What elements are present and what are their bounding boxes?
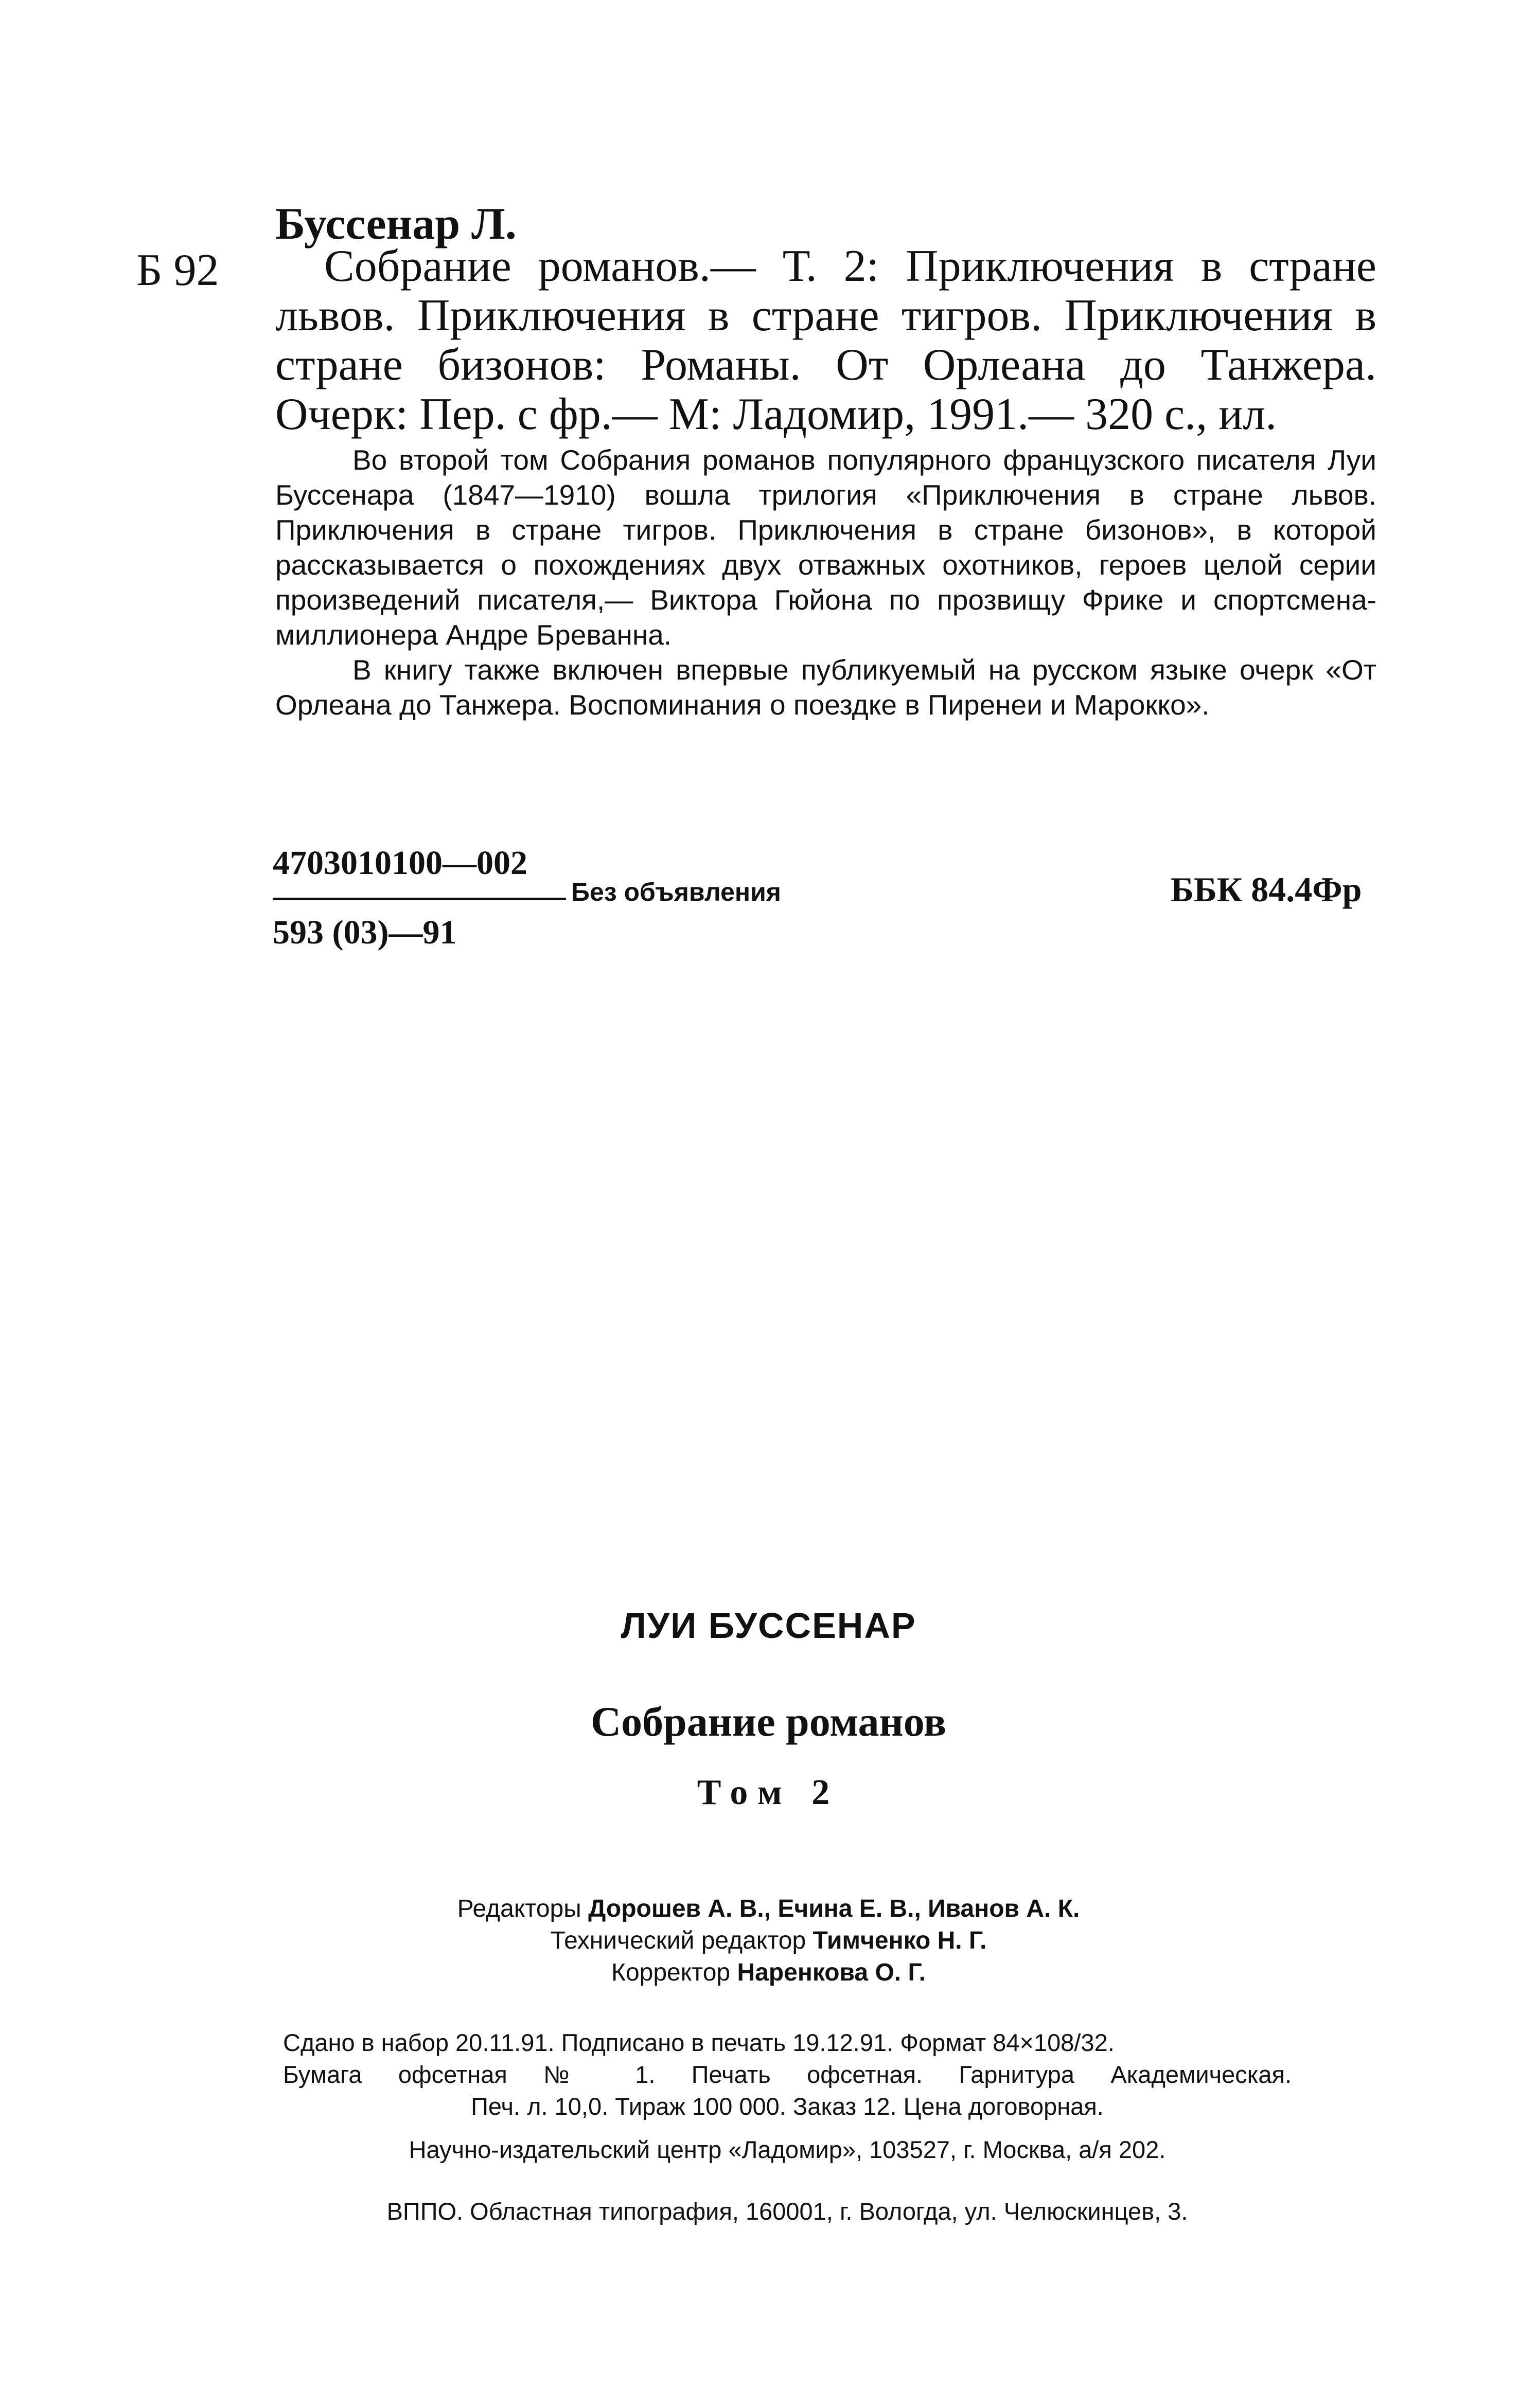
annotation-paragraph-2: В книгу также включен впервые публикуемый на русском языке очерк «От Орлеана до Танжера. Воспоминания о поездке в Пиренеи и Марокко». — [275, 654, 1376, 721]
imprint-line-4: Научно-издательский центр «Ладомир», 103527, г. Москва, а/я 202. — [409, 2136, 1166, 2163]
imprint-line-1: Сдано в набор 20.11.91. Подписано в печать 19.12.91. Формат 84×108/32. — [283, 2029, 1115, 2056]
credits-editors — [0, 1893, 1537, 1925]
bbk-code: ББК 84.4Фр — [1171, 870, 1362, 909]
annotation-paragraph-1: Во второй том Собрания романов популярного французского писателя Луи Буссенара (1847—1910) вошла трилогия «Приключения в стране львов. Приключения в стране тигров. Приключения в стране бизонов», в которой рассказывается о похождениях двух отважных охотников, героев целой серии произведений писателя,— Виктора Гюйона по прозвищу Фрике и спортсмена-миллионера Андре Бреванна. — [275, 444, 1376, 651]
imprint-printer: ВППО. Областная типография, 160001, г. Вологда, ул. Челюскинцев, 3. — [386, 2198, 1188, 2225]
credits — [0, 1893, 1537, 1989]
imprint-line-3: Печ. л. 10,0. Тираж 100 000. Заказ 12. Цена договорная. — [471, 2093, 1104, 2120]
index-numerator: 4703010100—002 — [273, 844, 527, 882]
imprint-line-2: Бумага офсетная № 1. Печать офсетная. Гарнитура Академическая. — [283, 2061, 1292, 2088]
title-author: ЛУИ БУССЕНАР — [621, 1606, 916, 1646]
index-note: Без объявления — [571, 878, 781, 906]
book-title: Собрание романов — [590, 1698, 947, 1745]
editors-label: Редакторы — [457, 1895, 581, 1922]
card-classification-code: Б 92 — [136, 245, 219, 295]
volume-number: Том 2 — [697, 1773, 840, 1812]
card-author: Буссенар Л. — [275, 199, 517, 249]
imprint — [283, 2027, 1292, 2227]
index-fraction-line — [273, 898, 566, 900]
tech-editor-name: Тимченко Н. Г. — [812, 1927, 987, 1954]
card-bibliographic-description: Собрание романов.— Т. 2: Приключения в стране львов. Приключения в стране тигров. Приключения в стране бизонов: Романы. От Орлеана до Танжера. Очерк: Пер. с фр.— М: Ладомир, 1991.— 320 с., ил. — [275, 241, 1376, 439]
proofreader-name: Наренкова О. Г. — [737, 1959, 926, 1986]
credits-tech-editor — [0, 1925, 1537, 1957]
credits-proofreader — [0, 1957, 1537, 1989]
tech-editor-label: Технический редактор — [550, 1927, 806, 1954]
card-annotation — [275, 442, 1376, 722]
editors-names: Дорошев А. В., Ечина Е. В., Иванов А. К. — [588, 1895, 1080, 1922]
proofreader-label: Корректор — [611, 1959, 731, 1986]
index-denominator: 593 (03)—91 — [273, 914, 457, 951]
